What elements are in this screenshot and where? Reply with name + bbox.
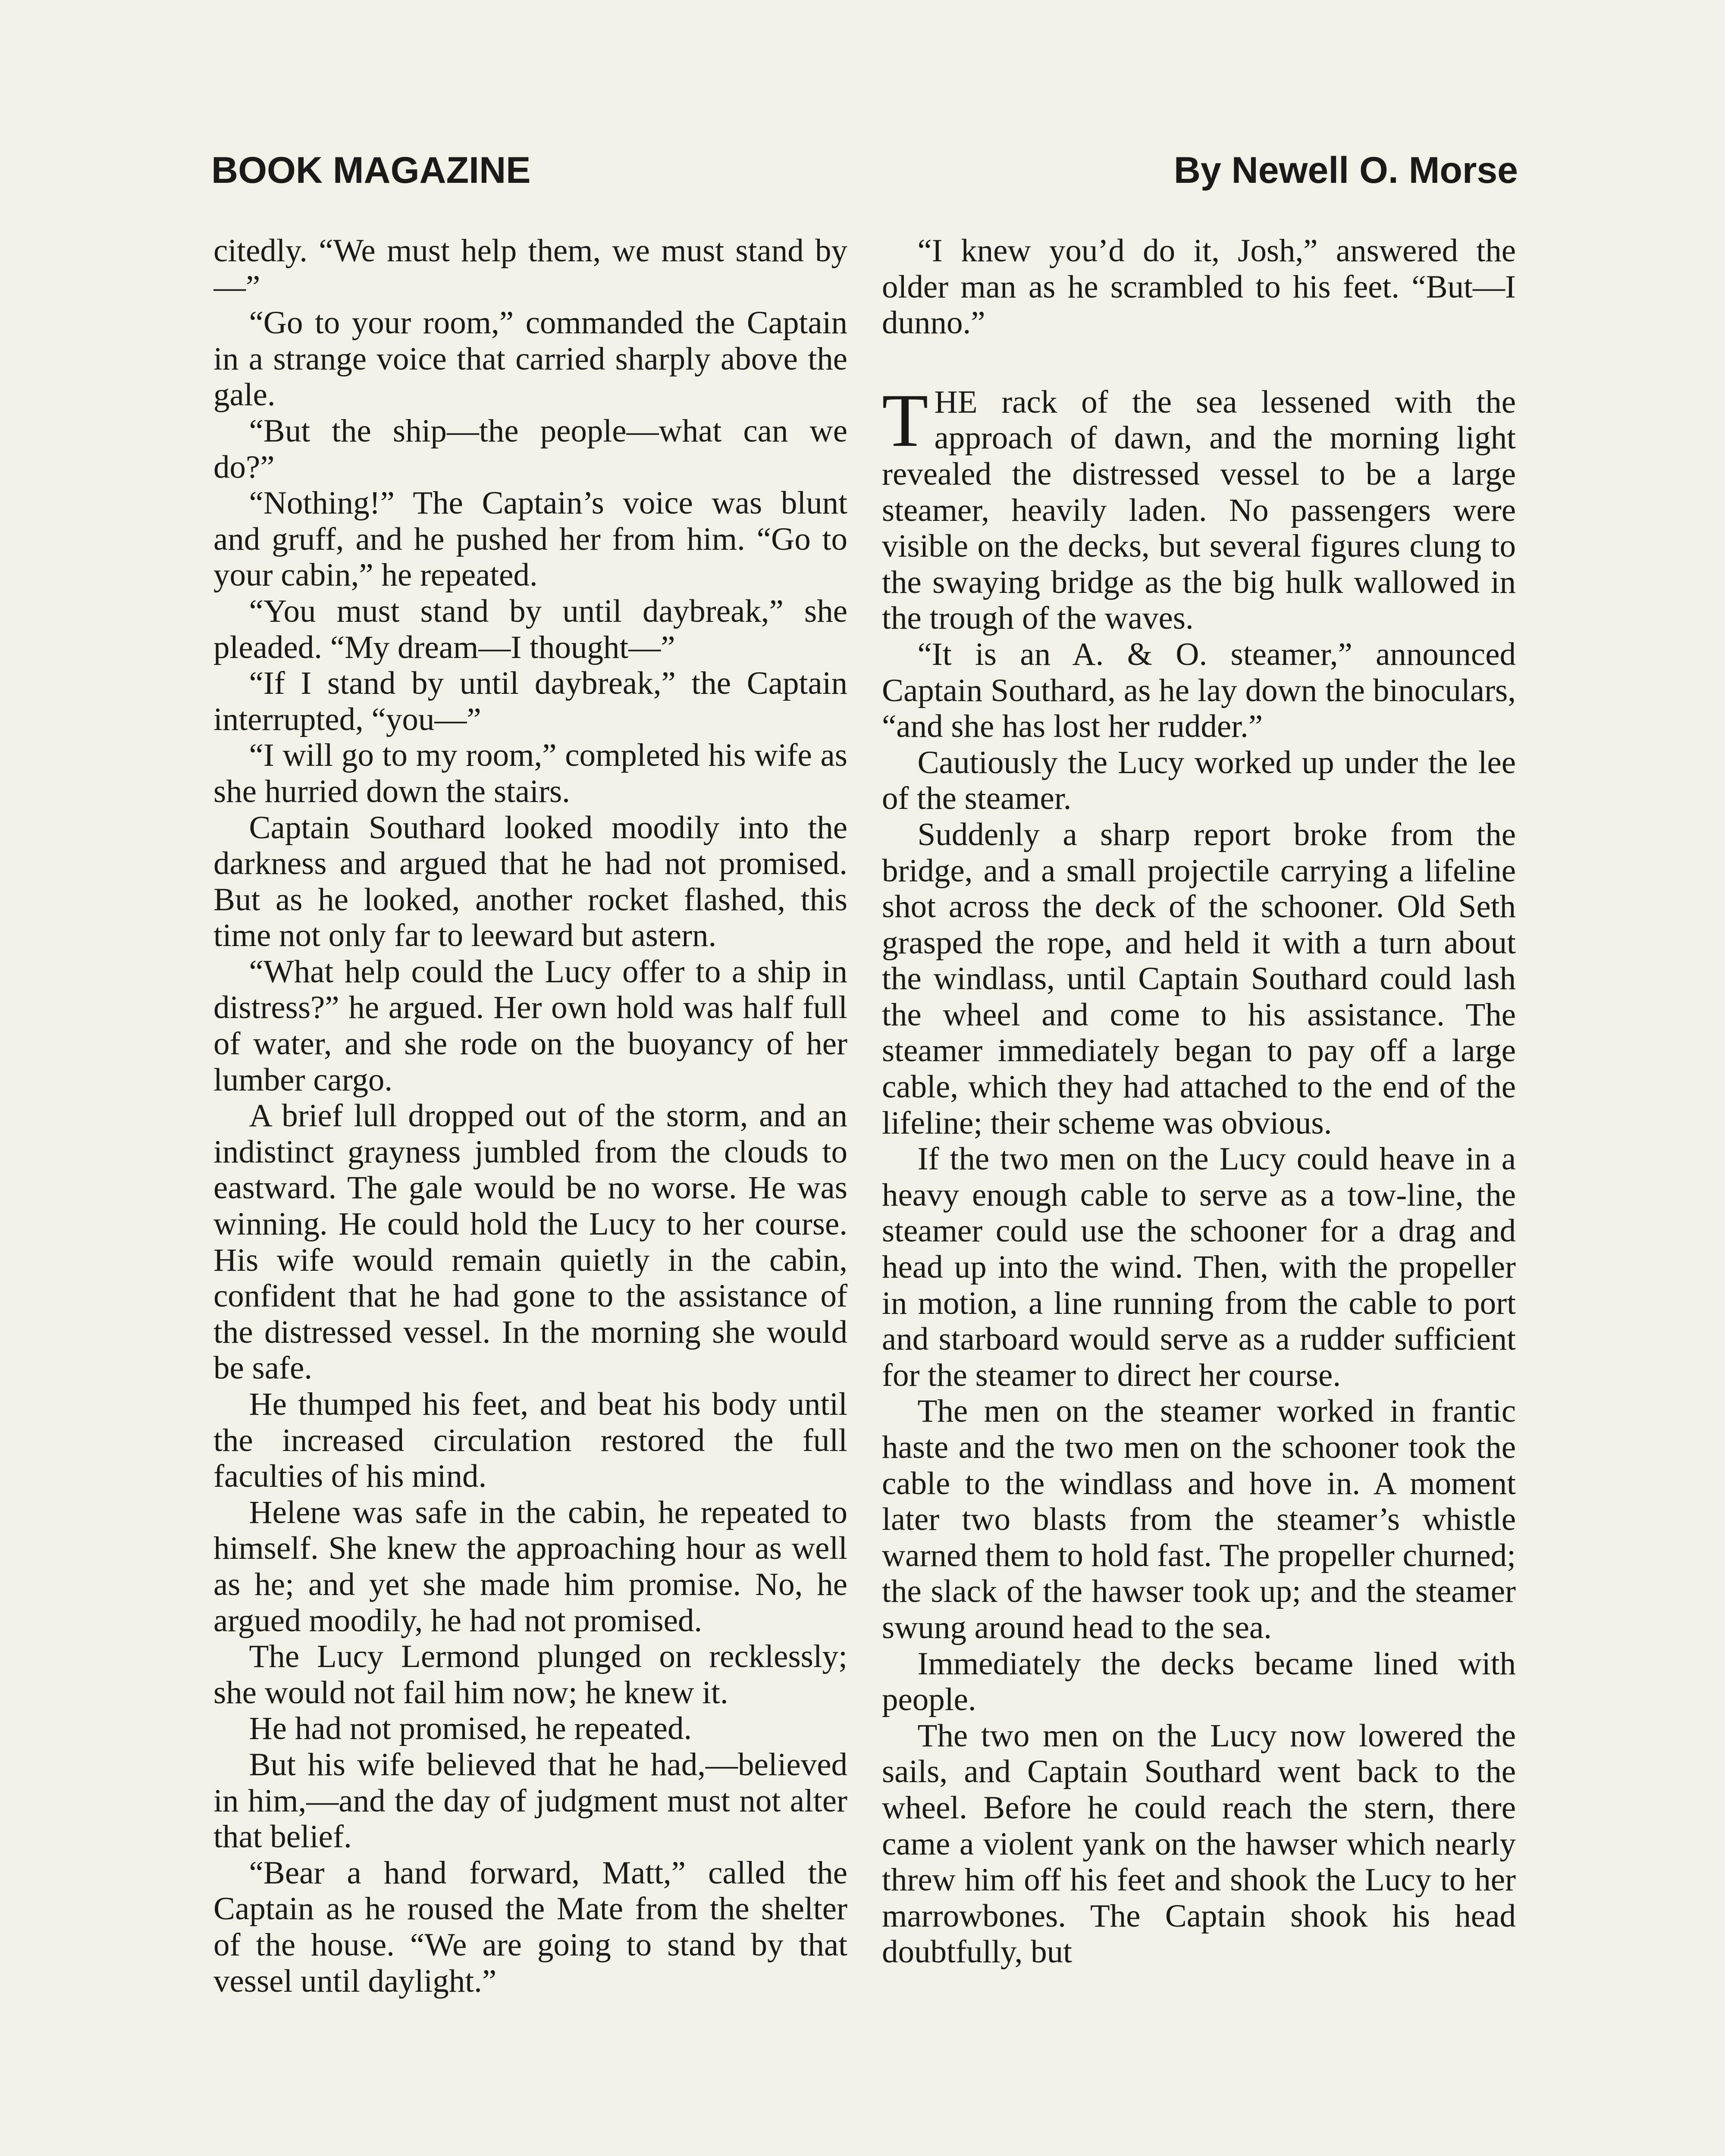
paragraph: Immediately the decks became lined with people.: [882, 1645, 1516, 1718]
paragraph: “But the ship—the people—what can we do?”: [213, 413, 847, 485]
paragraph: Captain Southard looked moodily into the darkness and argued that he had not promised. But as he looked, another rocket flashed, this time not only far to leeward but astern.: [213, 809, 847, 954]
paragraph: “Bear a hand forward, Matt,” called the Captain as he roused the Mate from the shelter of the house. “We are going to stand by that vessel until daylight.”: [213, 1855, 847, 1999]
paragraph: The Lucy Lermond plunged on recklessly; she would not fail him now; he knew it.: [213, 1639, 847, 1711]
paragraph: He had not promised, he repeated.: [249, 1711, 692, 1747]
paragraph: “It is an A. & O. steamer,” announced Captain Southard, as he lay down the binoculars, “and she has lost her rudder.”: [882, 636, 1516, 745]
magazine-title: BOOK MAGAZINE: [211, 150, 531, 191]
paragraph: “I knew you’d do it, Josh,” answered the older man as he scrambled to his feet. “But—I dunno.”: [882, 233, 1516, 341]
paragraph: A brief lull dropped out of the storm, and an indistinct grayness jumbled from the clouds to eastward. The gale would be no worse. He was winning. He could hold the Lucy to her course. His wife would remain quietly in the cabin, confident that he had gone to the assistance of the distressed vessel. In the morning she would be safe.: [213, 1098, 847, 1386]
paragraph: He thumped his feet, and beat his body until the increased circulation restored the full faculties of his mind.: [213, 1386, 847, 1495]
paragraph: But his wife believed that he had,—believed in him,—and the day of judgment must not alter that belief.: [213, 1746, 847, 1855]
paragraph: The two men on the Lucy now lowered the sails, and Captain Southard went back to the wheel. Before he could reach the stern, there came a violent yank on the hawser which nearly threw him off his feet and shook the Lucy to her marrowbones. The Captain shook his head doubtfully, but: [882, 1717, 1516, 1970]
paragraph: “What help could the Lucy offer to a ship in distress?” he argued. Her own hold was half full of water, and she rode on the buoyancy of her lumber cargo.: [213, 953, 847, 1098]
drop-cap-paragraph: [882, 378, 1516, 636]
paragraph: “You must stand by until daybreak,” she pleaded. “My dream—I thought—”: [213, 593, 847, 665]
drop-cap-letter: T: [882, 378, 928, 463]
section-break: [882, 341, 1516, 384]
paragraph: citedly. “We must help them, we must stand by—”: [213, 233, 847, 305]
paragraph: “If I stand by until daybreak,” the Captain interrupted, “you—”: [213, 665, 847, 737]
paragraph: Suddenly a sharp report broke from the bridge, and a small projectile carrying a lifeline shot across the deck of the schooner. Old Seth grasped the rope, and held it with a turn about the windlass, until Captain Southard could lash the wheel and come to his assistance. The steamer immediately began to pay off a large cable, which they had attached to the end of the lifeline; their scheme was obvious.: [882, 816, 1516, 1141]
drop-cap-paragraph-text: HE rack of the sea lessened with the approach of dawn, and the morning light revealed the distressed vessel to be a large steamer, heavily laden. No passengers were visible on the decks, but several figures clung to the swaying bridge as the big hulk wallowed in the trough of the waves.: [882, 384, 1516, 636]
running-head: [211, 147, 1518, 194]
paragraph: If the two men on the Lucy could heave in a heavy enough cable to serve as a tow-line, the steamer could use the schooner for a drag and head up into the wind. Then, with the propeller in motion, a line running from the cable to port and starboard would serve as a rudder sufficient for the steamer to direct her course.: [882, 1141, 1516, 1393]
paragraph: “I will go to my room,” completed his wife as she hurried down the stairs.: [213, 737, 847, 809]
paragraph: The men on the steamer worked in frantic haste and the two men on the schooner took the cable to the windlass and hove in. A moment later two blasts from the steamer’s whistle warned them to hold fast. The propeller churned; the slack of the hawser took up; and the steamer swung around head to the sea.: [882, 1393, 1516, 1645]
paragraph: “Nothing!” The Captain’s voice was blunt and gruff, and he pushed her from him. “Go to your cabin,” he repeated.: [213, 485, 847, 593]
left-column: [213, 233, 847, 2156]
right-column: [882, 233, 1516, 2156]
paragraph: Cautiously the Lucy worked up under the lee of the steamer.: [882, 744, 1516, 817]
paragraph: “Go to your room,” commanded the Captain in a strange voice that carried sharply above the gale.: [213, 305, 847, 413]
paragraph: Helene was safe in the cabin, he repeated to himself. She knew the approaching hour as well as he; and yet she made him promise. No, he argued moodily, he had not promised.: [213, 1494, 847, 1639]
author-byline: By Newell O. Morse: [1173, 150, 1518, 191]
